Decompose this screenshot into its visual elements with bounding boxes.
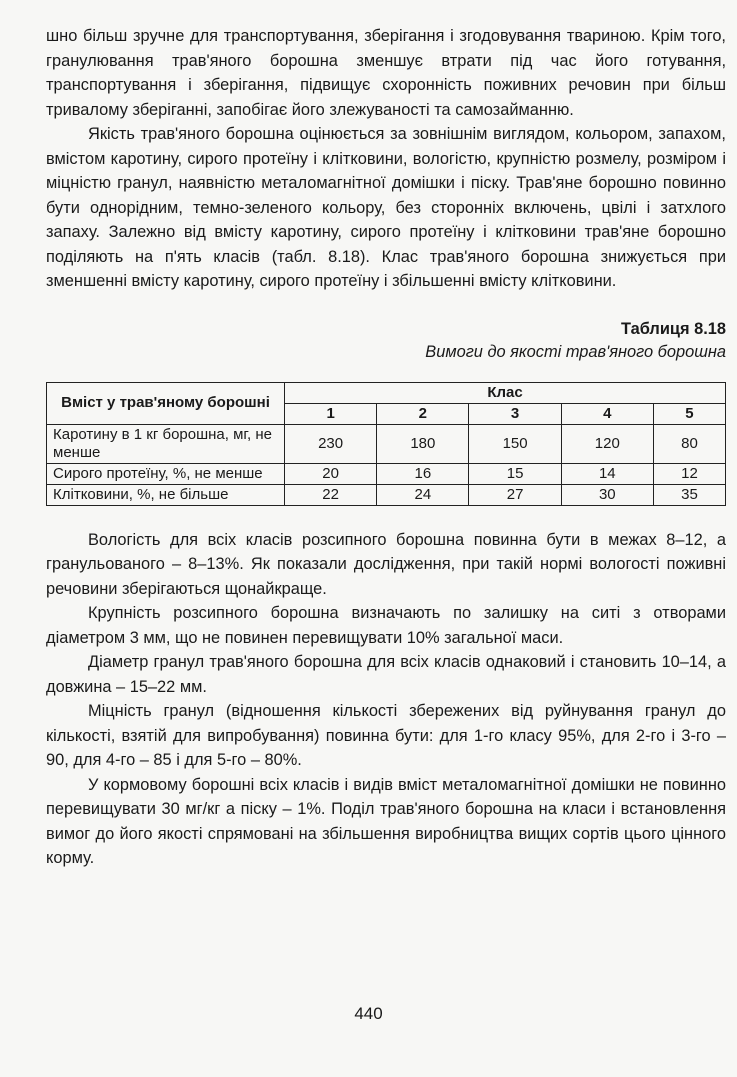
paragraph-quality: Якість трав'яного борошна оцінюється за зовнішнім виглядом, кольором, запахом, вмістом каротину, сирого протеїну і клітковини, вологістю, крупністю розмелу, розміром і міцністю гранул, наявністю металомагнітної домішки і піску. Трав'яне борошно повинно бути однорідним, темно-зеленого кольору, без сторонніх включень, цвілі і затхлого запаху. Залежно від вмісту каротину, сирого протеїну і клітковини трав'яне борошно поділяють на п'ять класів (табл. 8.18). Клас трав'яного борошна знижується при зменшенні вмісту каротину, сирого протеїну і збільшенні вмісту клітковини. — [46, 125, 726, 290]
table-cell: 22 — [285, 484, 377, 505]
class-header: 2 — [377, 403, 469, 424]
table-cell: 15 — [469, 463, 561, 484]
class-header: 4 — [561, 403, 653, 424]
table-cell: 150 — [469, 424, 561, 463]
paragraph-moisture: Вологість для всіх класів розсипного борошна повинна бути в межах 8–12, а гранульованого – 8–13%. Як показали дослідження, при такій нормі вологості поживні речовини зберігаються щонайкраще. — [46, 530, 726, 598]
page-number: 440 — [354, 1004, 383, 1023]
table-cell: 20 — [285, 463, 377, 484]
table-number: Таблиця 8.18 — [620, 319, 726, 338]
paragraph-impurities: У кормовому борошні всіх класів і видів вміст металомагнітної домішки не повинно перевищувати 30 мг/кг а піску – 1%. Поділ трав'яного борошна на класи і встановлення вимог до його якості спрямовані на збільшення виробництва вищих сортів цього цінного корму. — [46, 775, 726, 867]
paragraphs-after-table — [46, 528, 726, 871]
page-content — [46, 24, 726, 871]
table-header-class: Клас — [285, 382, 726, 403]
quality-table — [46, 382, 726, 506]
table-title: Вимоги до якості трав'яного борошна — [425, 342, 726, 361]
class-header: 5 — [653, 403, 725, 424]
table-cell: 35 — [653, 484, 725, 505]
paragraph-granule-size: Діаметр гранул трав'яного борошна для всіх класів однаковий і становить 10–14, а довжина – 15–22 мм. — [46, 653, 726, 696]
table-cell: 120 — [561, 424, 653, 463]
class-header: 3 — [469, 403, 561, 424]
table-cell: 230 — [285, 424, 377, 463]
paragraph-granule-strength: Міцність гранул (відношення кількості збережених від руйнування гранул до кількості, взятій для випробування) повинна бути: для 1-го класу 95%, для 2-го і 3-го – 90, для 4-го – 85 і для 5-го – 80%. — [46, 702, 726, 769]
table-header-content: Вміст у трав'яному борошні — [47, 382, 285, 424]
table-cell: 27 — [469, 484, 561, 505]
class-header: 1 — [285, 403, 377, 424]
table-cell: 14 — [561, 463, 653, 484]
row-label: Клітковини, %, не більше — [47, 484, 285, 505]
table-cell: 80 — [653, 424, 725, 463]
paragraph-continuation: шно більш зручне для транспортування, зберігання і згодовування твариною. Крім того, гранулювання трав'яного борошна зменшує втрати під час його готування, транспортування і зберігання, підвищує схоронність поживних речовин при більш тривалому зберіганні, запобігає його злежуваності та самозайманню. — [46, 27, 726, 119]
table-caption — [46, 318, 726, 364]
table-row — [47, 424, 726, 463]
table-cell: 24 — [377, 484, 469, 505]
table-row — [47, 484, 726, 505]
row-label: Сирого протеїну, %, не менше — [47, 463, 285, 484]
table-cell: 30 — [561, 484, 653, 505]
table-row — [47, 463, 726, 484]
row-label: Каротину в 1 кг борошна, мг, не менше — [47, 424, 285, 463]
table-cell: 180 — [377, 424, 469, 463]
paragraph-grind-size: Крупність розсипного борошна визначають по залишку на ситі з отворами діаметром 3 мм, що не повинен перевищувати 10% загальної маси. — [46, 604, 726, 647]
table-cell: 12 — [653, 463, 725, 484]
table-cell: 16 — [377, 463, 469, 484]
